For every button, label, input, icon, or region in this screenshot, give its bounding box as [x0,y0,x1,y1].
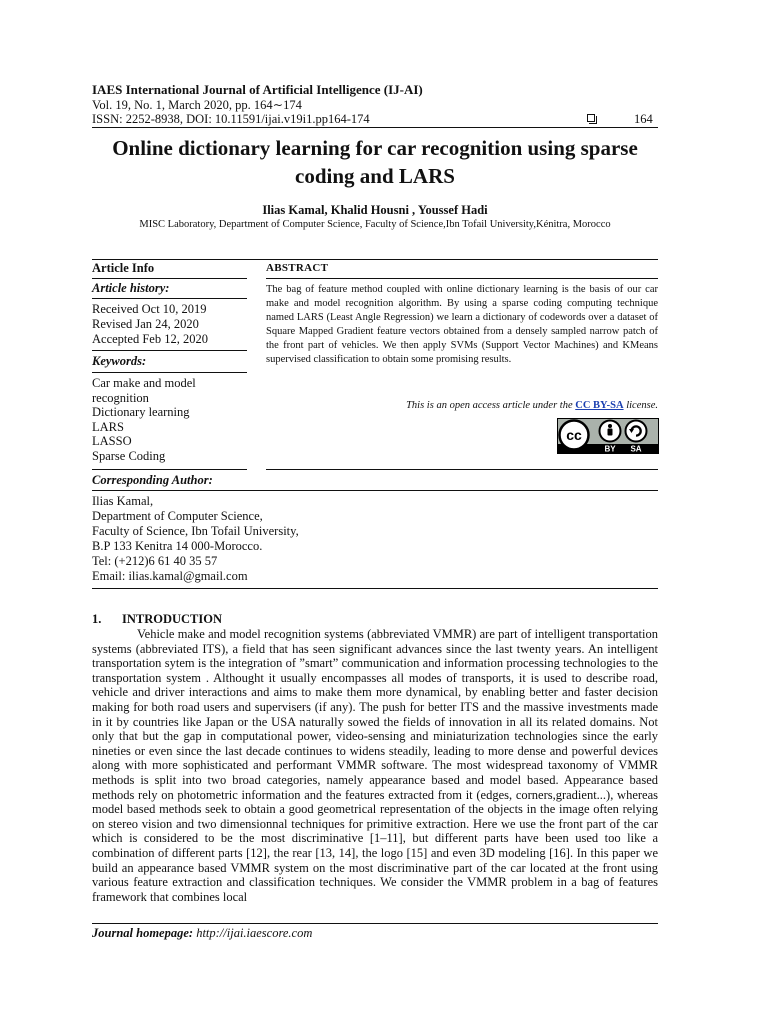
square-box-icon [587,114,595,122]
section-title: INTRODUCTION [122,612,223,626]
info-rule [92,278,247,279]
abstract-heading: ABSTRACT [266,262,329,274]
journal-name: IAES International Journal of Artificial Intelligence (IJ-AI) [92,82,423,97]
history-item: Revised Jan 24, 2020 [92,317,199,331]
paper-authors: Ilias Kamal, Khalid Housni , Youssef Hadi [262,203,488,217]
history-item: Accepted Feb 12, 2020 [92,332,208,346]
homepage-url[interactable]: http://ijai.iaescore.com [196,926,313,940]
paper-affiliation: MISC Laboratory, Department of Computer Science, Faculty of Science,Ibn Tofail University,Kénitra, Morocco [139,219,611,230]
keyword-item: recognition [92,390,149,405]
by-label: BY [604,444,616,454]
license-suffix: license. [626,400,658,411]
keyword-item: LARS [92,419,124,434]
sa-label: SA [630,444,642,454]
info-rule [92,490,658,491]
issn-doi: ISSN: 2252-8938, DOI: 10.11591/ijai.v19i1.pp164-174 [92,112,370,126]
cc-by-sa-badge-icon[interactable] [557,418,659,454]
article-history-label: Article history: [92,281,170,295]
info-rule [92,298,247,299]
corresponding-line: B.P 133 Kenitra 14 000-Morocco. [92,539,263,553]
corresponding-line: Faculty of Science, Ibn Tofail University, [92,524,299,538]
introduction-body [92,627,658,904]
section-number: 1. [92,612,102,626]
cc-badge-text: cc [566,427,582,443]
license-note [266,400,658,411]
license-link[interactable]: CC BY-SA [575,400,624,411]
introduction-paragraph: Vehicle make and model recognition systems (abbreviated VMMR) are part of intelligent transportation systems (abbreviated ITS), a field that has seen significant advances since the last twenty years. An intelligent transportation sytem is the integration of ”smart” communication and information processing technologies to the transportation system . Althought it usually encompasses all modes of transports, it is used to describe road, vehicle and driver interactions and aims to make them more dynamical, by enabling better and faster decision making for both road users and supervisers (if any). The push for better ITS and the massive investments made in it by countries like Japan or the USA naturally sowed the fields of innovation in all its related domains. Not only that but the gap in computational power, video-sensing and miniaturization technologies since the early nineties or even since the last decade continues to widens steadily, leading to more dense and powerful devices along with more sophisticated and performant VMMR software. The most widespread taxonomy of VMMR methods is split into two broad categories, namely appearance based and model based. Appearance based methods rely on photometric information and the features extracted from it (edges, corners,gradient...), whereas model based methods seek to obtain a good geometrical representation of the objects in the image often relying on stereo vision and two dimensionnal techniques for primitive extraction. Here we use the front part of the car which is considered to be the most discriminative [1–11], but different parts have been used too like a combination of different parts [12], the rear [13, 14], the logo [15] and even 3D modeling [16]. In this paper we build an appearance based VMMR system on the most discriminative part of the car located at the front using various feature extraction and classification techniques. We consider the VMMR problem in a bag of features framework that combines local [92,627,658,904]
keyword-item: LASSO [92,434,132,448]
page-number: 164 [634,112,653,126]
abstract-text: The bag of feature method coupled with online dictionary learning is the basis of our car make and model recognition algorithm. By using a sparse coding computing technique named LARS (Least Angle Regression) we learn a dictionary of codewords over a dataset of Square Mapped Gradient feature vectors obtained from a densely sampled narrow patch of the front part of vehicles. We then apply SVMs (Support Vector Machines) and KMeans supervised classification to obtain some promising results. [266,284,658,365]
journal-homepage [92,926,312,941]
corresponding-line: Ilias Kamal, [92,494,154,508]
volume-info: Vol. 19, No. 1, March 2020, pp. 164∼174 [92,98,302,112]
keywords-label: Keywords: [92,354,147,368]
info-rule [92,372,247,373]
article-history-list [92,302,208,347]
paper-title: Online dictionary learning for car recognition using sparse coding and LARS [112,136,638,188]
corresponding-author-label: Corresponding Author: [92,473,213,487]
keyword-item: Car make and model [92,376,196,390]
abstract-rule [266,469,658,470]
article-info-heading: Article Info [92,261,155,275]
section-heading-introduction [92,612,222,627]
header-rule [92,127,658,128]
license-prefix: This is an open access article under the [406,400,573,411]
abstract-rule [266,278,658,279]
keywords-list [92,376,196,463]
corresponding-author-details [92,494,299,584]
sa-icon [626,421,647,442]
homepage-label: Journal homepage: [92,926,194,940]
corresponding-email: Email: ilias.kamal@gmail.com [92,569,248,583]
corresponding-line: Tel: (+212)6 61 40 35 57 [92,554,218,568]
footer-rule [92,923,658,924]
info-bottom-rule [92,588,658,589]
info-rule [92,350,247,351]
keyword-item: Sparse Coding [92,448,166,463]
history-item: Received Oct 10, 2019 [92,302,207,316]
info-top-rule [92,259,658,260]
info-rule [92,469,247,470]
keyword-item: Dictionary learning [92,405,190,419]
corresponding-line: Department of Computer Science, [92,509,263,523]
